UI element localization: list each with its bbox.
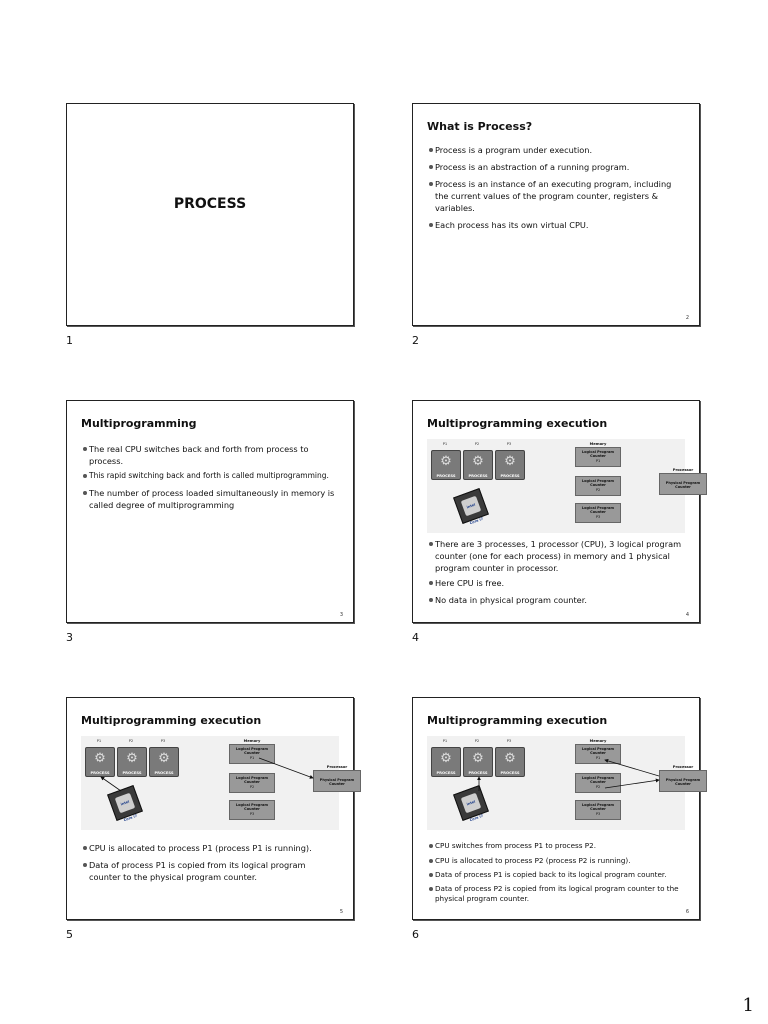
physical-pc-label: Physical Program Counter <box>319 778 355 787</box>
gear-icon: ⚙ <box>472 454 484 469</box>
process-id-label: P1 <box>442 739 448 743</box>
process-label: PROCESS <box>468 474 488 478</box>
process-label: PROCESS <box>90 771 110 775</box>
process-label: PROCESS <box>122 771 142 775</box>
slide-number-label: 3 <box>66 631 73 644</box>
bullet-item: CPU is allocated to process P2 (process P2 is running). <box>429 856 683 866</box>
memory-label: Memory <box>589 739 607 743</box>
logical-pc-label: Logical Program Counter <box>581 776 615 785</box>
gear-icon: ⚙ <box>126 751 138 766</box>
logical-pc-label: Logical Program Counter <box>235 776 269 785</box>
slide-number-label: 5 <box>66 928 73 941</box>
gear-icon: ⚙ <box>472 751 484 766</box>
process-label: PROCESS <box>468 771 488 775</box>
slide-corner-number: 5 <box>339 909 343 915</box>
slide-corner-number: 4 <box>685 612 689 618</box>
process-id-label: P2 <box>474 442 480 446</box>
logical-pc-label: Logical Program Counter <box>235 803 269 812</box>
process-id-label: P2 <box>474 739 480 743</box>
slide-3 <box>66 400 354 623</box>
process-id-label: P3 <box>506 739 512 743</box>
slide-4 <box>412 400 700 623</box>
bullet-item: The real CPU switches back and forth from process to process. <box>83 443 337 467</box>
process-label: PROCESS <box>154 771 174 775</box>
slide-number-label: 2 <box>412 334 419 347</box>
bullet-item: CPU is allocated to process P1 (process P1 is running). <box>83 842 337 854</box>
logical-pc-process-id: P3 <box>595 811 601 816</box>
memory-label: Memory <box>589 442 607 446</box>
bullet-item: Process is an abstraction of a running program. <box>429 161 683 173</box>
memory-label: Memory <box>243 739 261 743</box>
process-label: PROCESS <box>500 474 520 478</box>
copy-arrow <box>605 780 659 788</box>
logical-pc-process-id: P3 <box>249 811 255 816</box>
process-diagram <box>427 736 701 830</box>
logical-pc-process-id: P3 <box>595 514 601 519</box>
bullet-item: The number of process loaded simultaneously in memory is called degree of multiprogramming <box>83 487 337 511</box>
logical-pc-process-id: P2 <box>595 784 601 789</box>
process-id-label: P3 <box>506 442 512 446</box>
logical-pc-process-id: P1 <box>595 755 601 760</box>
cpu-to-p1-arrow <box>101 777 121 791</box>
bullet-item: CPU switches from process P1 to process P2. <box>429 841 683 851</box>
bullet-item: Each process has its own virtual CPU. <box>429 219 683 231</box>
cpu-chip-label: intel Core i7 <box>115 793 136 814</box>
gear-icon: ⚙ <box>94 751 106 766</box>
physical-pc-label: Physical Program Counter <box>665 481 701 490</box>
logical-pc-label: Logical Program Counter <box>581 479 615 488</box>
process-id-label: P3 <box>160 739 166 743</box>
gear-icon: ⚙ <box>504 454 516 469</box>
process-label: PROCESS <box>436 474 456 478</box>
copy-arrow <box>259 758 313 778</box>
slide-number-label: 6 <box>412 928 419 941</box>
slide-title: What is Process? <box>427 120 533 133</box>
slide-title: PROCESS <box>173 196 247 212</box>
cpu-chip-label: intel Core i7 <box>461 793 482 814</box>
logical-pc-label: Logical Program Counter <box>581 506 615 515</box>
gear-icon: ⚙ <box>440 751 452 766</box>
bullet-item: This rapid switching back and forth is called multiprogramming. <box>83 470 337 482</box>
bullet-item: There are 3 processes, 1 processor (CPU), 3 logical program counter (one for each process) in memory and 1 physical program counter in processor. <box>429 538 683 574</box>
gear-icon: ⚙ <box>440 454 452 469</box>
slide-1 <box>66 103 354 326</box>
process-id-label: P2 <box>128 739 134 743</box>
process-id-label: P1 <box>442 442 448 446</box>
slide-number-label: 4 <box>412 631 419 644</box>
physical-pc-label: Physical Program Counter <box>665 778 701 787</box>
process-label: PROCESS <box>436 771 456 775</box>
logical-pc-process-id: P2 <box>249 784 255 789</box>
bullet-item: Data of process P1 is copied from its logical program counter to the physical program counter. <box>83 859 337 883</box>
gear-icon: ⚙ <box>158 751 170 766</box>
logical-pc-label: Logical Program Counter <box>581 747 615 756</box>
page-number: 1 <box>742 995 754 1016</box>
cpu-chip-label: intel Core i7 <box>461 496 482 517</box>
arrow-layer <box>81 736 339 830</box>
arrow-layer <box>427 736 685 830</box>
copy-back-arrow <box>605 760 659 776</box>
slide-title: Multiprogramming execution <box>427 714 608 727</box>
logical-pc-process-id: P2 <box>595 487 601 492</box>
slide-title: Multiprogramming execution <box>427 417 608 430</box>
bullet-item: Data of process P2 is copied from its logical program counter to the physical program counter. <box>429 884 683 904</box>
slide-2 <box>412 103 700 326</box>
process-diagram <box>427 439 701 533</box>
slide-title: Multiprogramming <box>81 417 197 430</box>
process-id-label: P1 <box>96 739 102 743</box>
slide-number-label: 1 <box>66 334 73 347</box>
logical-pc-process-id: P1 <box>595 458 601 463</box>
bullet-item: Data of process P1 is copied back to its logical program counter. <box>429 870 683 880</box>
process-diagram <box>81 736 355 830</box>
logical-pc-label: Logical Program Counter <box>581 803 615 812</box>
slide-5 <box>66 697 354 920</box>
logical-pc-label: Logical Program Counter <box>581 450 615 459</box>
logical-pc-process-id: P1 <box>249 755 255 760</box>
slide-corner-number: 3 <box>339 612 343 618</box>
gear-icon: ⚙ <box>504 751 516 766</box>
bullet-item: Process is a program under execution. <box>429 144 683 156</box>
bullet-item: No data in physical program counter. <box>429 594 683 606</box>
process-label: PROCESS <box>500 771 520 775</box>
logical-pc-label: Logical Program Counter <box>235 747 269 756</box>
bullet-item: Process is an instance of an executing program, including the current values of the program counter, registers & variables. <box>429 178 683 214</box>
slide-6 <box>412 697 700 920</box>
slide-corner-number: 6 <box>685 909 689 915</box>
processor-label: Processor <box>672 468 694 472</box>
slide-title: Multiprogramming execution <box>81 714 262 727</box>
processor-label: Processor <box>326 765 348 769</box>
slide-corner-number: 2 <box>685 315 689 321</box>
arrow-layer <box>427 439 685 533</box>
bullet-item: Here CPU is free. <box>429 577 683 589</box>
processor-label: Processor <box>672 765 694 769</box>
